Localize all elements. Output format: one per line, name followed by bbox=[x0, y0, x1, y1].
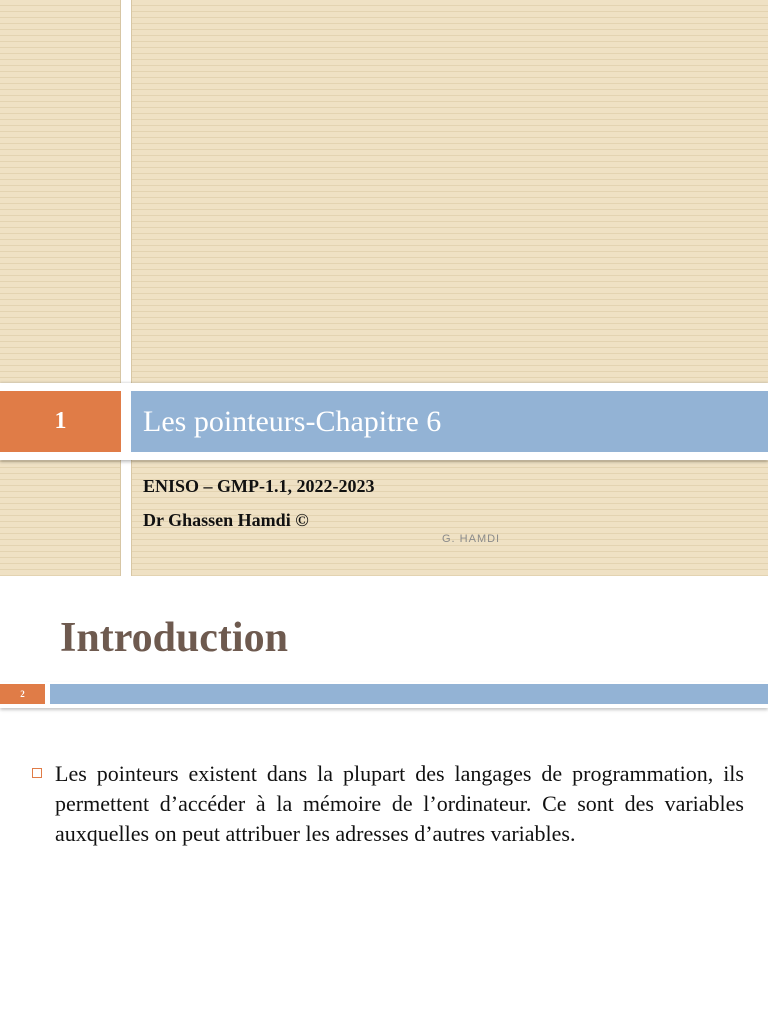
title-box bbox=[131, 391, 768, 452]
header-bar bbox=[50, 684, 768, 704]
slide-heading: Introduction bbox=[60, 615, 288, 661]
slide-title: Les pointeurs-Chapitre 6 bbox=[143, 404, 442, 438]
vertical-divider bbox=[121, 0, 131, 576]
slide-number-box bbox=[0, 391, 121, 452]
slide-number: 2 bbox=[20, 689, 25, 699]
square-bullet-icon bbox=[32, 768, 42, 778]
slide-footer: G. HAMDI bbox=[442, 533, 501, 545]
slide-2 bbox=[0, 576, 768, 1024]
subtitle-author: Dr Ghassen Hamdi © bbox=[143, 510, 309, 530]
slide-number: 1 bbox=[54, 408, 67, 434]
subtitle-institution: ENISO – GMP-1.1, 2022-2023 bbox=[143, 476, 375, 496]
slide-number-box bbox=[0, 684, 45, 704]
bullet-item bbox=[32, 759, 744, 849]
bullet-text: Les pointeurs existent dans la plupart des langages de programmation, ils permettent d’accéder à la mémoire de l’ordinateur. Ce sont des variables auxquelles on peut attribuer les adresses d’autres variables. bbox=[55, 761, 744, 846]
